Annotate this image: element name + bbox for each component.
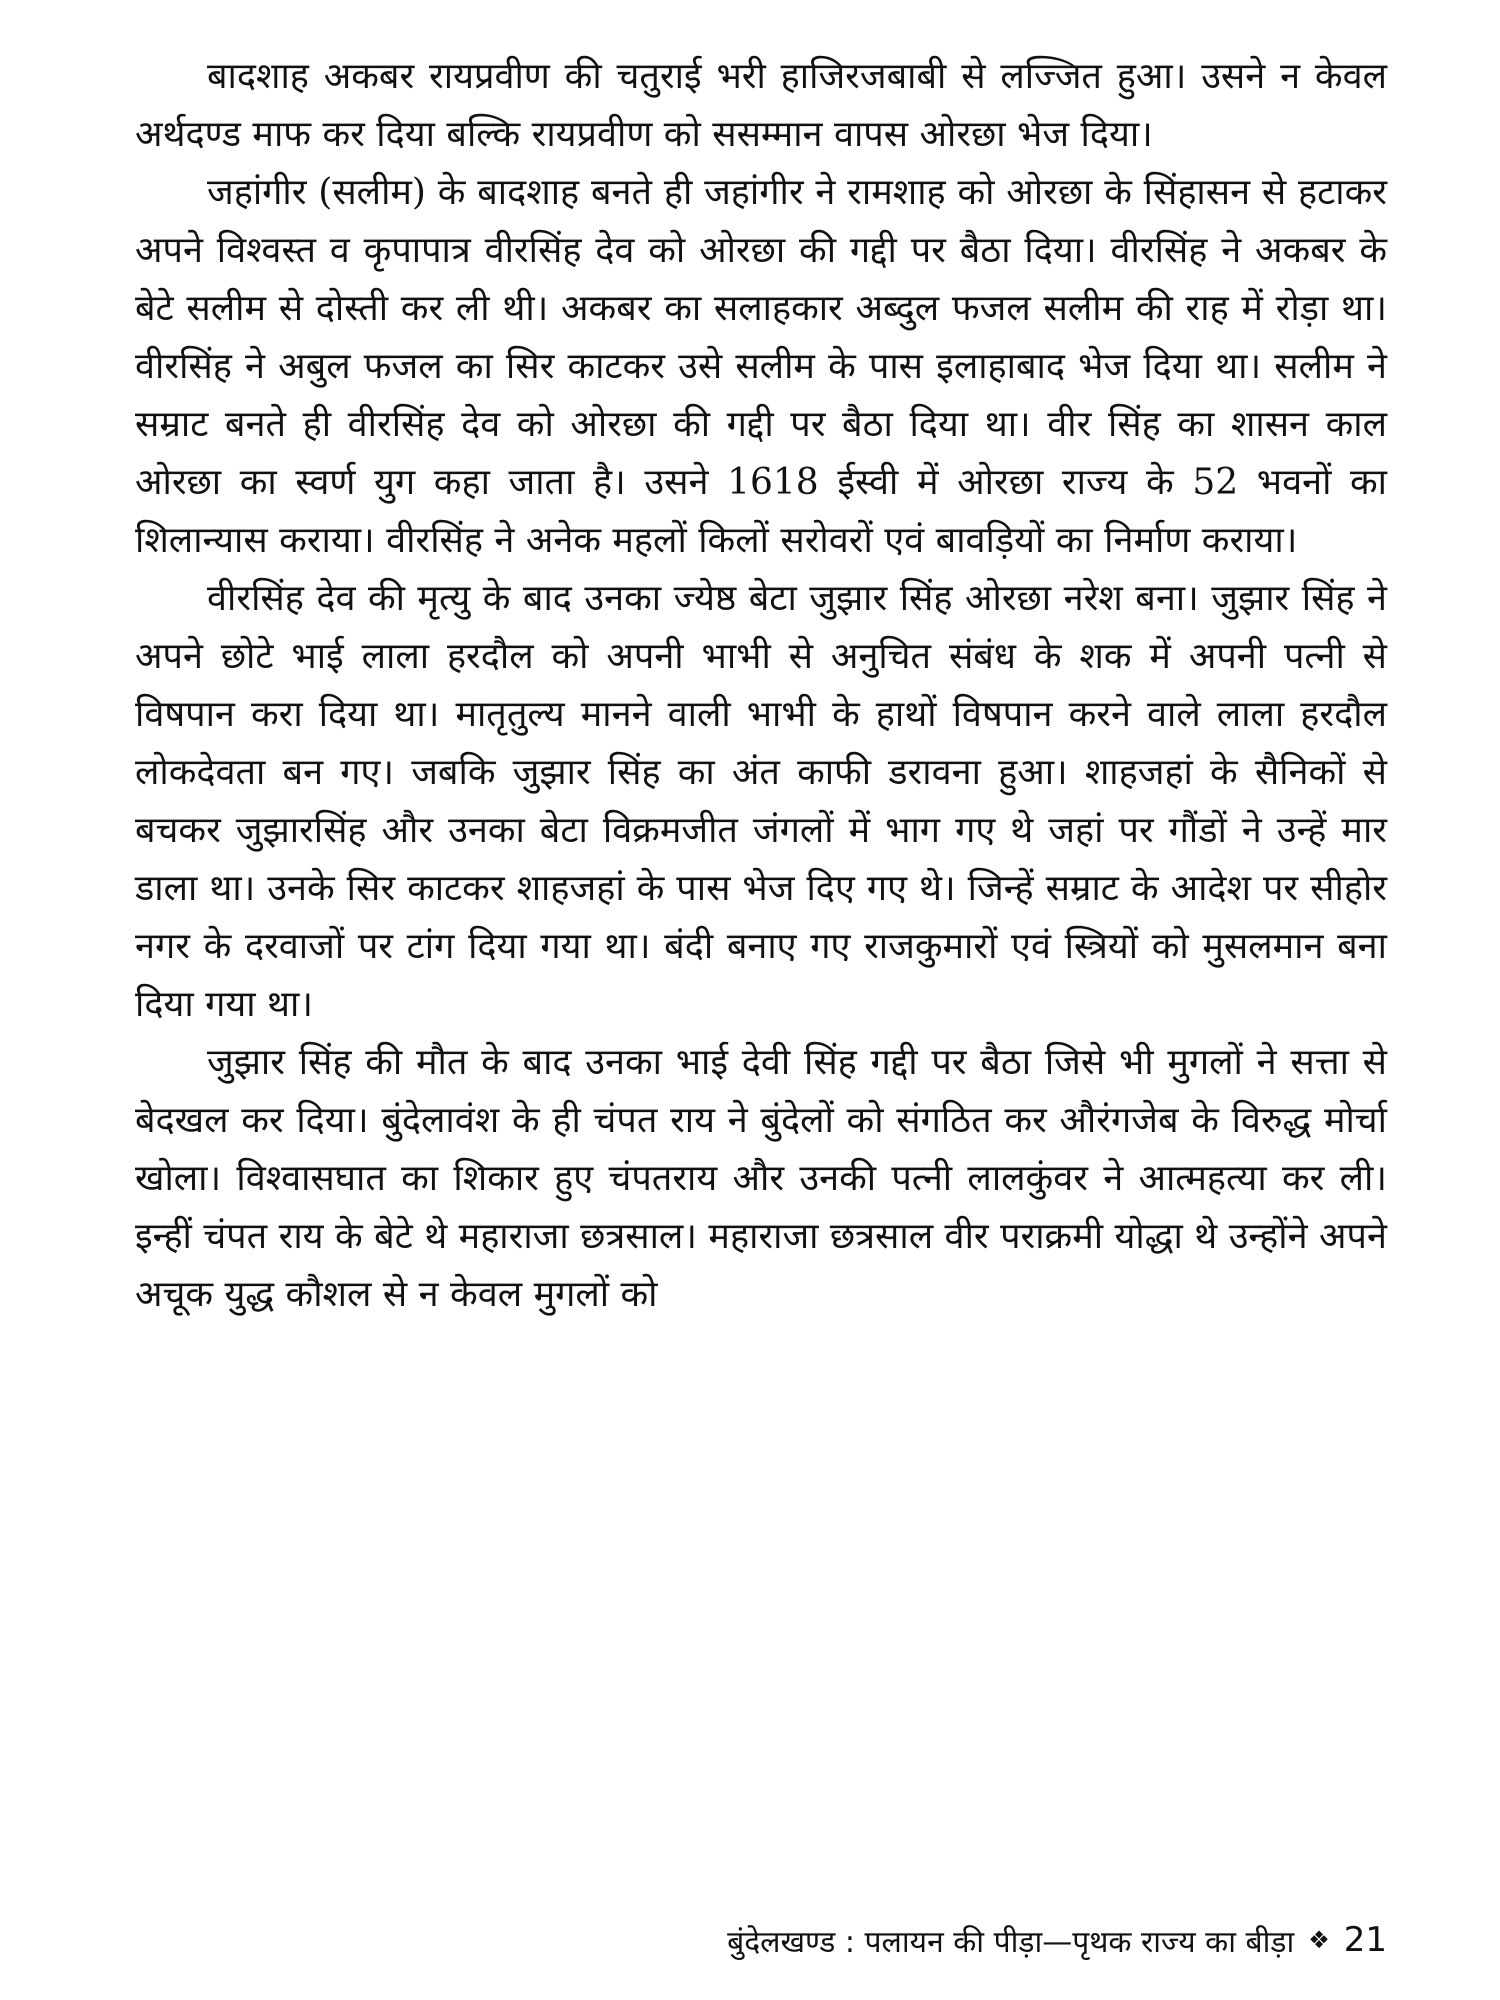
book-page [135,48,1387,1324]
paragraph-veersingh: वीरसिंह देव की मृत्यु के बाद उनका ज्येष्ठ बेटा जुझार सिंह ओरछा नरेश बना। जुझार सिंह ने अपने छोटे भाई लाला हरदौल को अपनी भाभी से अनुचित संबंध के शक में अपनी पत्नी से विषपान करा दिया था। मातृतुल्य मानने वाली भाभी के हाथों विषपान करने वाले लाला हरदौल लोकदेवता बन गए। जबकि जुझार सिंह का अंत काफी डरावना हुआ। शाहजहां के सैनिकों से बचकर जुझारसिंह और उनका बेटा विक्रमजीत जंगलों में भाग गए थे जहां पर गौंडों ने उन्हें मार डाला था। उनके सिर काटकर शाहजहां के पास भेज दिए गए थे। जिन्हें सम्राट के आदेश पर सीहोर नगर के दरवाजों पर टांग दिया गया था। बंदी बनाए गए राजकुमारों एवं स्त्रियों को मुसलमान बना दिया गया था। [135,578,1388,1025]
paragraph-akbar: बादशाह अकबर रायप्रवीण की चतुराई भरी हाजिरजबाबी से लज्जित हुआ। उसने न केवल अर्थदण्ड माफ कर दिया बल्कि रायप्रवीण को ससम्मान वापस ओरछा भेज दिया। [135,56,1387,155]
paragraph-jahangir: जहांगीर (सलीम) के बादशाह बनते ही जहांगीर ने रामशाह को ओरछा के सिंहासन से हटाकर अपने विश्वस्त व कृपापात्र वीरसिंह देव को ओरछा की गद्दी पर बैठा दिया। वीरसिंह ने अकबर के बेटे सलीम से दोस्ती कर ली थी। अकबर का सलाहकार अब्दुल फजल सलीम की राह में रोड़ा था। वीरसिंह ने अबुल फजल का सिर काटकर उसे सलीम के पास इलाहाबाद भेज दिया था। सलीम ने सम्राट बनते ही वीरसिंह देव को ओरछा की गद्दी पर बैठा दिया था। वीर सिंह का शासन काल ओरछा का स्वर्ण युग कहा जाता है। उसने 1618 ईस्वी में ओरछा राज्य के 52 भवनों का शिलान्यास कराया। वीरसिंह ने अनेक महलों किलों सरोवरों एवं बावड़ियों का निर्माण कराया। [135,172,1387,561]
book-title: बुंदेलखण्ड : पलायन की पीड़ा—पृथक राज्य का बीड़ा [727,1924,1295,1960]
page-footer [545,1915,1387,1965]
ornament-icon: ❖ [1308,1926,1330,1954]
paragraph-jujhar-singh: जुझार सिंह की मौत के बाद उनका भाई देवी सिंह गद्दी पर बैठा जिसे भी मुगलों ने सत्ता से बेदखल कर दिया। बुंदेलावंश के ही चंपत राय ने बुंदेलों को संगठित कर औरंगजेब के विरुद्ध मोर्चा खोला। विश्वासघात का शिकार हुए चंपतराय और उनकी पत्नी लालकुंवर ने आत्महत्या कर ली। इन्हीं चंपत राय के बेटे थे महाराजा छत्रसाल। महाराजा छत्रसाल वीर पराक्रमी योद्धा थे उन्होंने अपने अचूक युद्ध कौशल से न केवल मुगलों को [135,1042,1387,1315]
page-number: 21 [1343,1920,1387,1960]
